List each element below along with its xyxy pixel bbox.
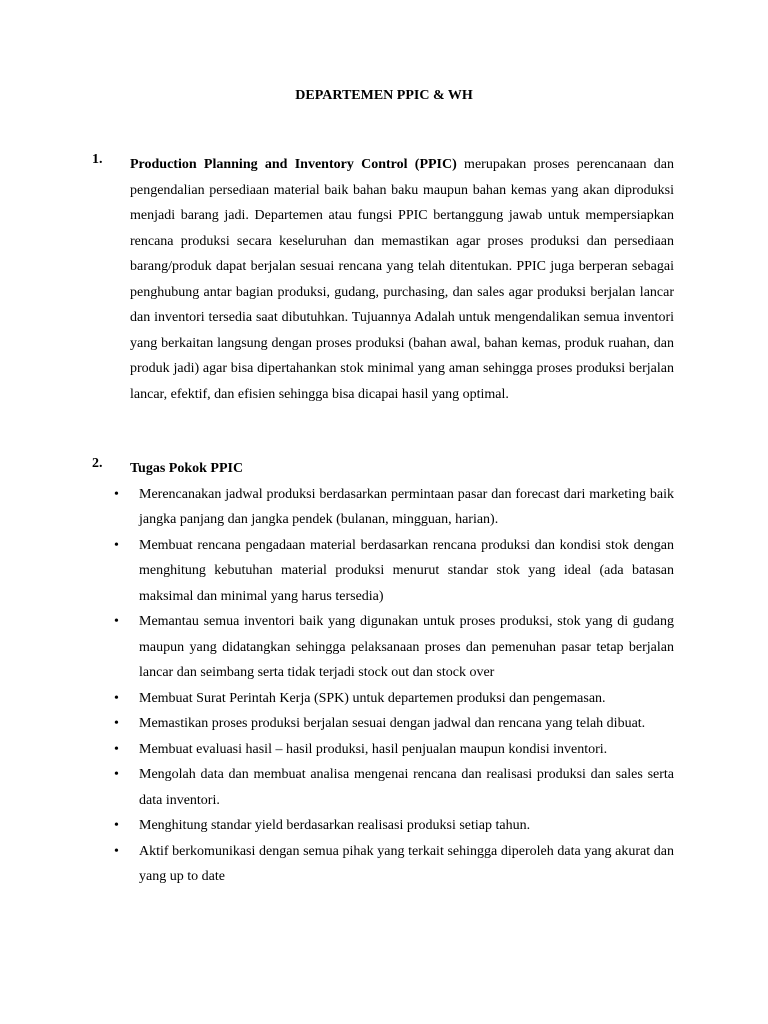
section-text: merupakan proses perencanaan dan pengendalian persediaan material baik bahan baku maupun bahan kemas yang akan diproduksi menjadi barang jadi. Departemen atau fungsi PPIC bertanggung jawab untuk mempersiapkan rencana produksi secara keseluruhan dan memastikan agar proses produksi dan persediaan barang/produk dapat berjalan sesuai rencana yang telah ditentukan. PPIC juga berperan sebagai penghubung antar bagian produksi, gudang, purchasing, dan sales agar produksi berjalan lancar dan inventori tersedia saat dibutuhkan. Tujuannya Adalah untuk mengendalikan semua inventori yang berkaitan langsung dengan proses produksi (bahan awal, bahan kemas, produk ruahan, dan produk jadi) agar bisa dipertahankan stok minimal yang aman sehingga proses produksi berjalan lancar, efektif, dan efisien sehingga bisa dicapai hasil yang optimal.: [130, 157, 675, 402]
list-item: [92, 609, 674, 686]
bullet-icon: •: [114, 716, 119, 731]
bullet-icon: •: [114, 767, 119, 782]
bullet-icon: •: [114, 537, 119, 553]
section-term: Production Planning and Inventory Control (PPIC): [130, 157, 457, 172]
bullet-icon: •: [114, 690, 119, 706]
list-item: [92, 762, 674, 813]
section-number: 1.: [92, 152, 103, 167]
bullet-icon: •: [114, 486, 119, 502]
section-heading: Tugas Pokok PPIC: [130, 461, 244, 476]
list-item-text: Merencanakan jadwal produksi berdasarkan permintaan pasar dan forecast dari marketing baik jangka panjang dan jangka pendek (bulanan, mingguan, harian).: [139, 486, 674, 527]
list-item-text: Membuat Surat Perintah Kerja (SPK) untuk departemen produksi dan pengemasan.: [139, 690, 606, 706]
list-item-text: Aktif berkomunikasi dengan semua pihak yang terkait sehingga diperoleh data yang akurat dan yang up to date: [139, 843, 674, 884]
bullet-icon: •: [114, 741, 119, 757]
document-title: DEPARTEMEN PPIC & WH: [295, 88, 473, 103]
list-item: [92, 533, 674, 610]
bullet-icon: •: [114, 614, 119, 629]
list-item-text: Membuat evaluasi hasil – hasil produksi, hasil penjualan maupun kondisi inventori.: [139, 741, 608, 757]
section-ppic-definition: [92, 152, 674, 407]
bullet-icon: •: [114, 818, 119, 833]
list-item: [92, 482, 674, 533]
list-item: [92, 686, 674, 712]
list-item-text: Menghitung standar yield berdasarkan realisasi produksi setiap tahun.: [139, 818, 531, 833]
list-item: [92, 813, 674, 839]
section-number: 2.: [92, 456, 103, 471]
list-item: [92, 839, 674, 890]
list-item-text: Memastikan proses produksi berjalan sesuai dengan jadwal dan rencana yang telah dibuat.: [139, 716, 646, 731]
list-item-text: Membuat rencana pengadaan material berdasarkan rencana produksi dan kondisi stok dengan menghitung kebutuhan material produksi menurut standar stok yang ideal (ada batasan maksimal dan minimal yang harus tersedia): [139, 537, 674, 604]
section-paragraph: [130, 152, 674, 407]
list-item: [92, 737, 674, 763]
list-item-text: Memantau semua inventori baik yang digunakan untuk proses produksi, stok yang di gudang maupun yang didatangkan sehingga pelaksanaan proses dan pemenuhan pasar tetap berjalan lancar dan seimbang serta tidak terjadi stock out dan stock over: [139, 614, 674, 680]
bullet-icon: •: [114, 843, 119, 859]
task-list: [92, 482, 674, 890]
list-item: [92, 711, 674, 737]
list-item-text: Mengolah data dan membuat analisa mengenai rencana dan realisasi produksi dan sales serta data inventori.: [139, 767, 674, 808]
section-tugas-pokok: [92, 456, 674, 890]
